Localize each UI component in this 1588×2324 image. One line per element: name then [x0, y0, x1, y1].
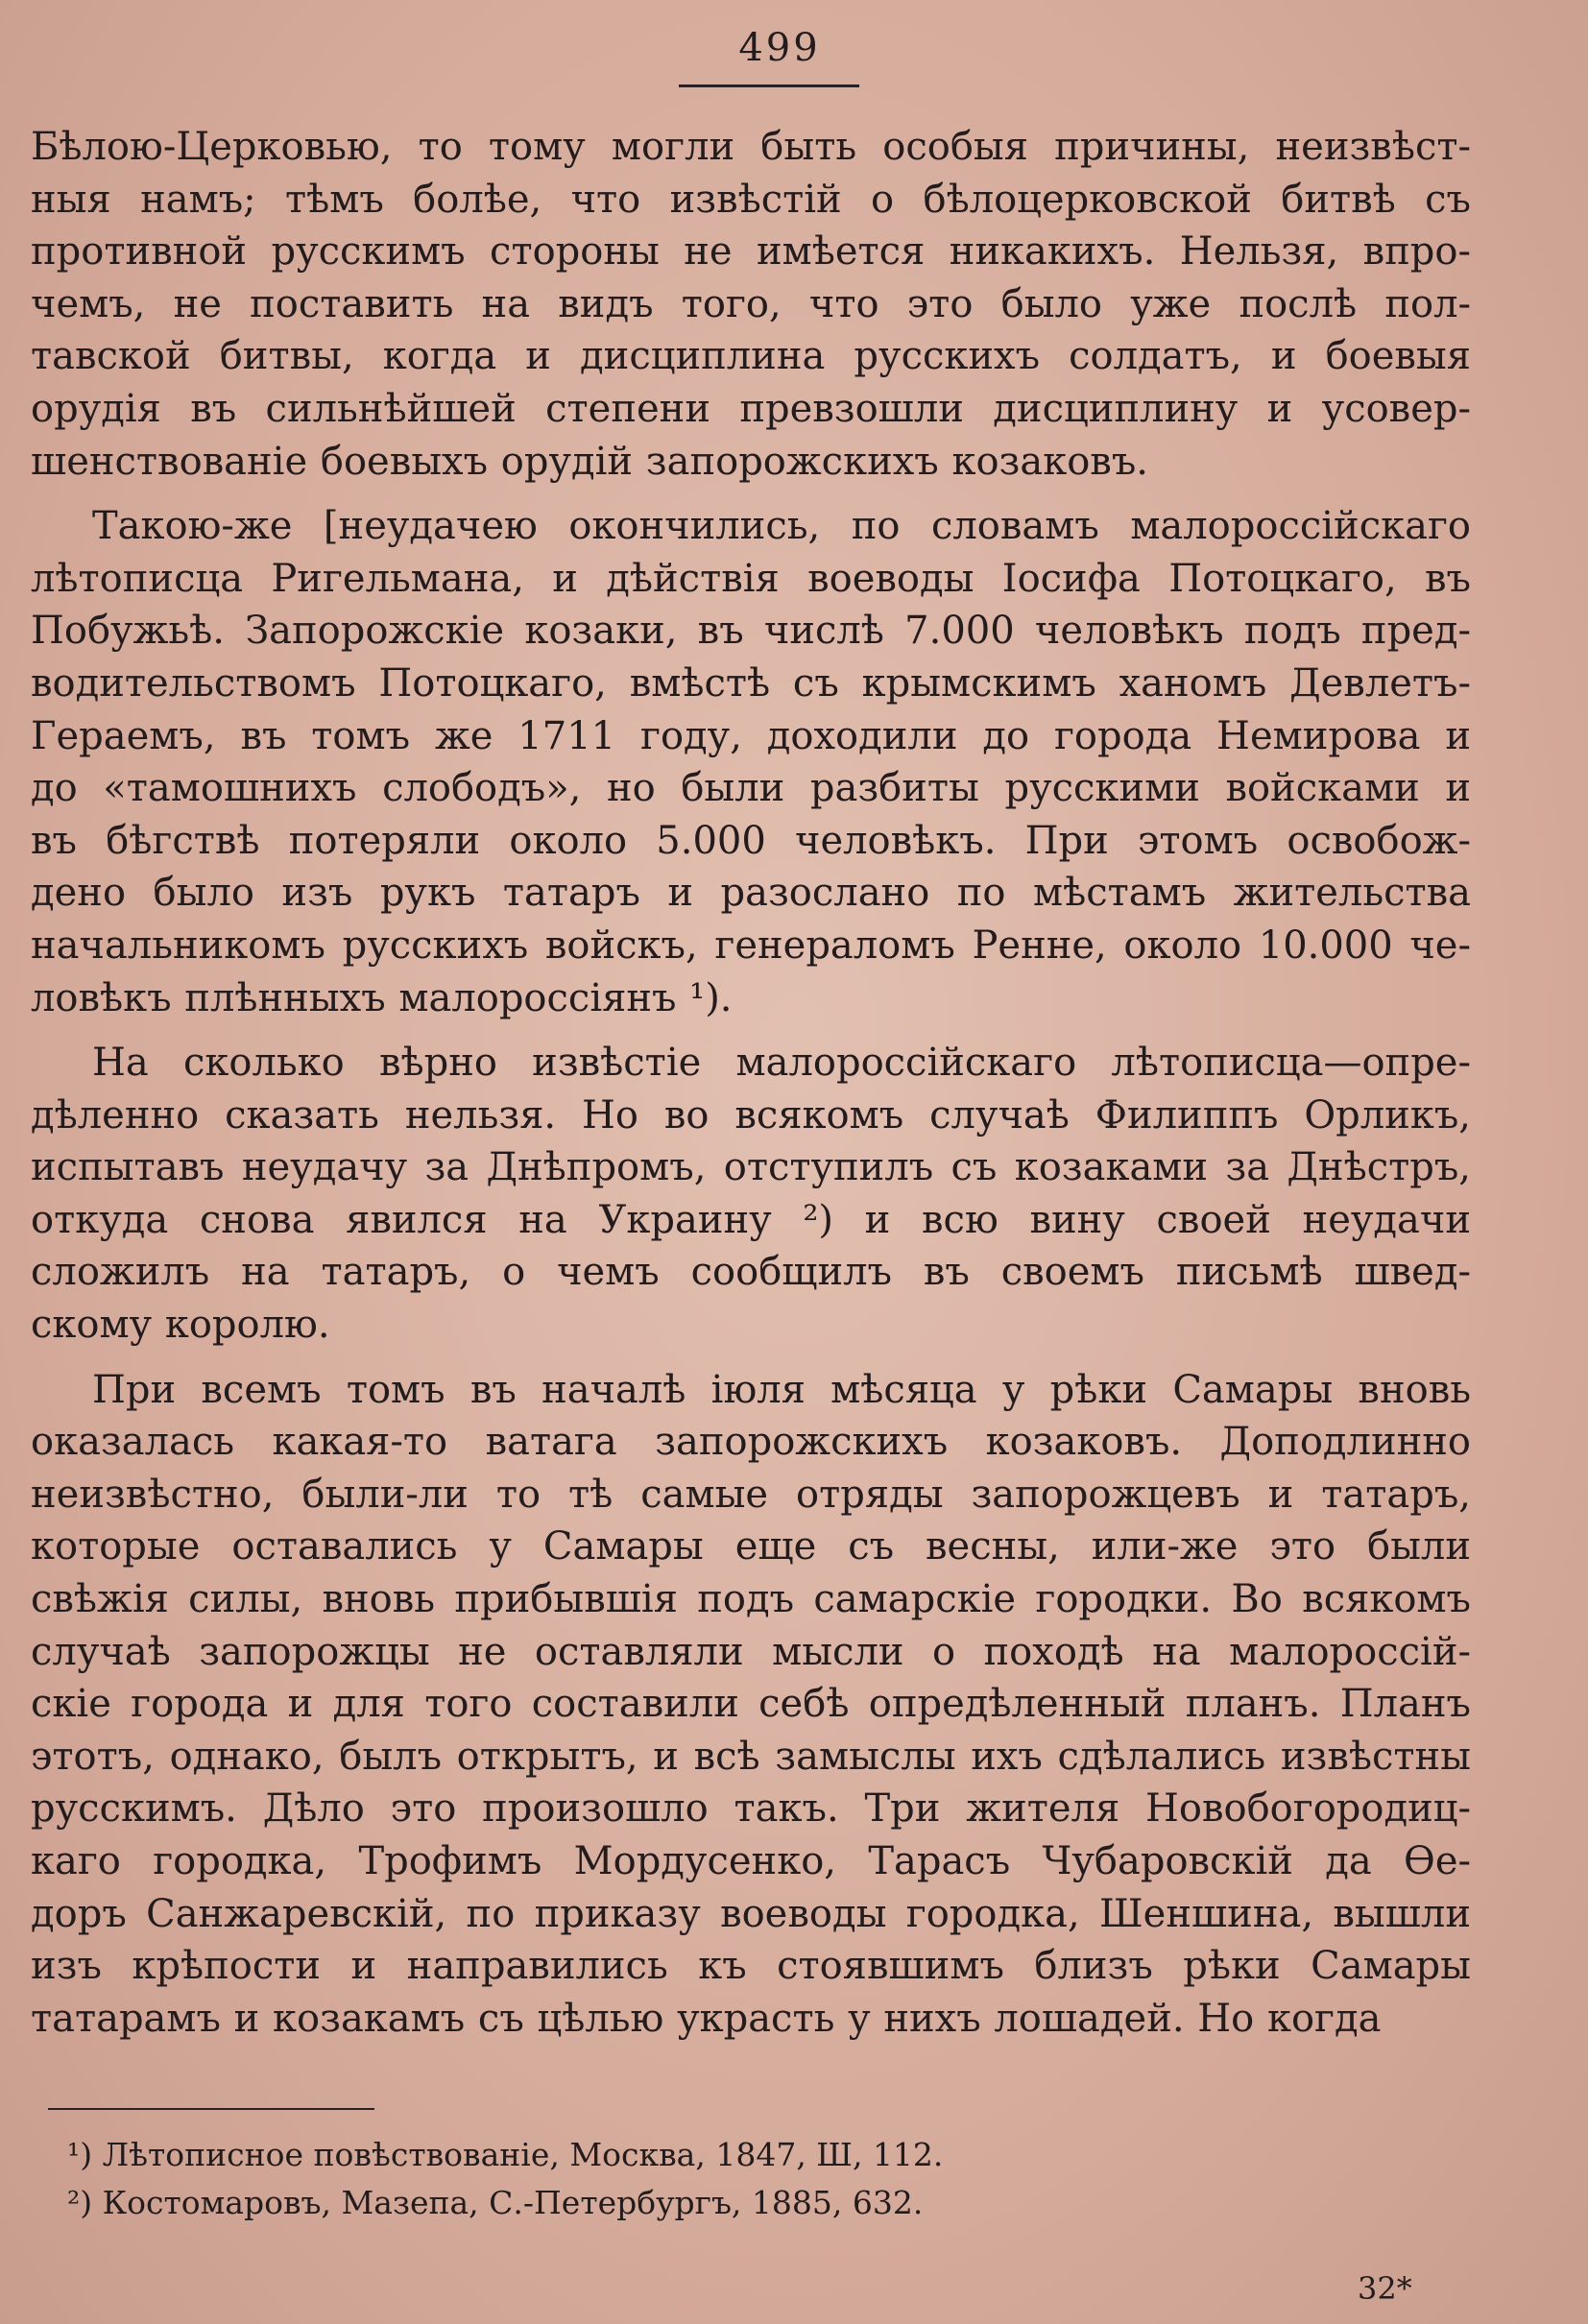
text-line: тавской битвы, когда и дисциплина русскихъ солдатъ, и боевыя: [31, 334, 1471, 379]
footnote: ²) Костомаровъ, Мазепа, С.-Петербургъ, 1885, 632.: [67, 2184, 924, 2221]
footnote-divider: [48, 2108, 374, 2110]
body-text: [31, 121, 1471, 2057]
text-line: дено было изъ рукъ татаръ и разослано по мѣстамъ жительства: [31, 871, 1471, 916]
text-line: орудія въ сильнѣйшей степени превзошли дисциплину и усовер-: [31, 386, 1471, 431]
text-line: испытавъ неудачу за Днѣпромъ, отступилъ съ козаками за Днѣстръ,: [31, 1145, 1471, 1190]
text-line: Побужьѣ. Запорожскіе козаки, въ числѣ 7.000 человѣкъ подъ пред-: [31, 609, 1471, 654]
printer-signature-mark: 32*: [1358, 2270, 1412, 2307]
text-line: татарамъ и козакамъ съ цѣлью украсть у нихъ лошадей. Но когда: [31, 1996, 1382, 2041]
text-line: каго городка, Трофимъ Мордусенко, Тарасъ Чубаровскій да Ѳе-: [31, 1839, 1471, 1883]
book-page: [31, 0, 1471, 2324]
text-line: скому королю.: [31, 1303, 330, 1348]
text-line: водительствомъ Потоцкаго, вмѣстѣ съ крымскимъ ханомъ Девлетъ-: [31, 660, 1471, 706]
paragraph: [31, 121, 1471, 488]
text-line: неизвѣстно, были-ли то тѣ самые отряды запорожцевъ и татаръ,: [31, 1472, 1471, 1517]
page-number-rule: [679, 84, 859, 87]
text-line: русскимъ. Дѣло это произошло такъ. Три жителя Новобогородиц-: [31, 1786, 1471, 1832]
footnotes: [67, 2131, 1315, 2227]
text-line: начальникомъ русскихъ войскъ, генераломъ Ренне, около 10.000 че-: [31, 922, 1471, 968]
text-line: чемъ, не поставить на видъ того, что это было уже послѣ пол-: [31, 281, 1471, 326]
text-line: случаѣ запорожцы не оставляли мысли о походѣ на малороссій-: [31, 1629, 1471, 1674]
text-line: доръ Санжаревскій, по приказу воеводы городка, Шеншина, вышли: [31, 1891, 1471, 1936]
text-line: откуда снова явился на Украину ²) и всю вину своей неудачи: [31, 1197, 1471, 1242]
text-line: свѣжія силы, вновь прибывшія подъ самарскіе городки. Во всякомъ: [31, 1577, 1471, 1622]
text-line: лѣтописца Ригельмана, и дѣйствія воеводы Іосифа Потоцкаго, въ: [31, 556, 1471, 601]
text-line: дѣленно сказать нельзя. Но во всякомъ случаѣ Филиппъ Орликъ,: [31, 1092, 1471, 1138]
text-line: Бѣлою-Церковью, то тому могли быть особыя причины, неизвѣст-: [31, 125, 1471, 169]
text-line: На сколько вѣрно извѣстіе малороссійскаго лѣтописца—опре-: [92, 1041, 1471, 1086]
paragraph: [31, 1037, 1471, 1352]
page-number: 499: [738, 26, 821, 70]
text-line: ловѣкъ плѣнныхъ малороссіянъ ¹).: [31, 975, 733, 1020]
text-line: до «тамошнихъ слободъ», но были разбиты русскими войсками и: [31, 766, 1471, 811]
text-line: При всемъ томъ въ началѣ іюля мѣсяца у рѣки Самары вновь: [92, 1367, 1471, 1412]
text-line: этотъ, однако, былъ открытъ, и всѣ замыслы ихъ сдѣлались извѣстны: [31, 1734, 1471, 1779]
text-line: ныя намъ; тѣмъ болѣе, что извѣстій о бѣлоцерковской битвѣ съ: [31, 177, 1471, 222]
text-line: которые оставались у Самары еще съ весны, или-же это были: [31, 1524, 1471, 1569]
text-line: сложилъ на татаръ, о чемъ сообщилъ въ своемъ письмѣ швед-: [31, 1250, 1471, 1295]
text-line: Гераемъ, въ томъ же 1711 году, доходили до города Немирова и: [31, 713, 1471, 758]
footnote: ¹) Лѣтописное повѣствованіе, Москва, 1847, Ш, 112.: [67, 2136, 944, 2173]
paragraph: [31, 1364, 1471, 2046]
text-line: изъ крѣпости и направились къ стоявшимъ близъ рѣки Самары: [31, 1944, 1471, 1989]
text-line: скіе города и для того составили себѣ опредѣленный планъ. Планъ: [31, 1682, 1471, 1727]
text-line: Такою-же [неудачею окончились, по словамъ малороссійскаго: [92, 504, 1471, 549]
paragraph: [31, 500, 1471, 1024]
text-line: оказалась какая-то ватага запорожскихъ козаковъ. Доподлинно: [31, 1420, 1471, 1465]
text-line: въ бѣгствѣ потеряли около 5.000 человѣкъ. При этомъ освобож-: [31, 818, 1471, 863]
text-line: шенствованіе боевыхъ орудій запорожскихъ козаковъ.: [31, 439, 1148, 484]
text-line: противной русскимъ стороны не имѣется никакихъ. Нельзя, впро-: [31, 229, 1471, 275]
